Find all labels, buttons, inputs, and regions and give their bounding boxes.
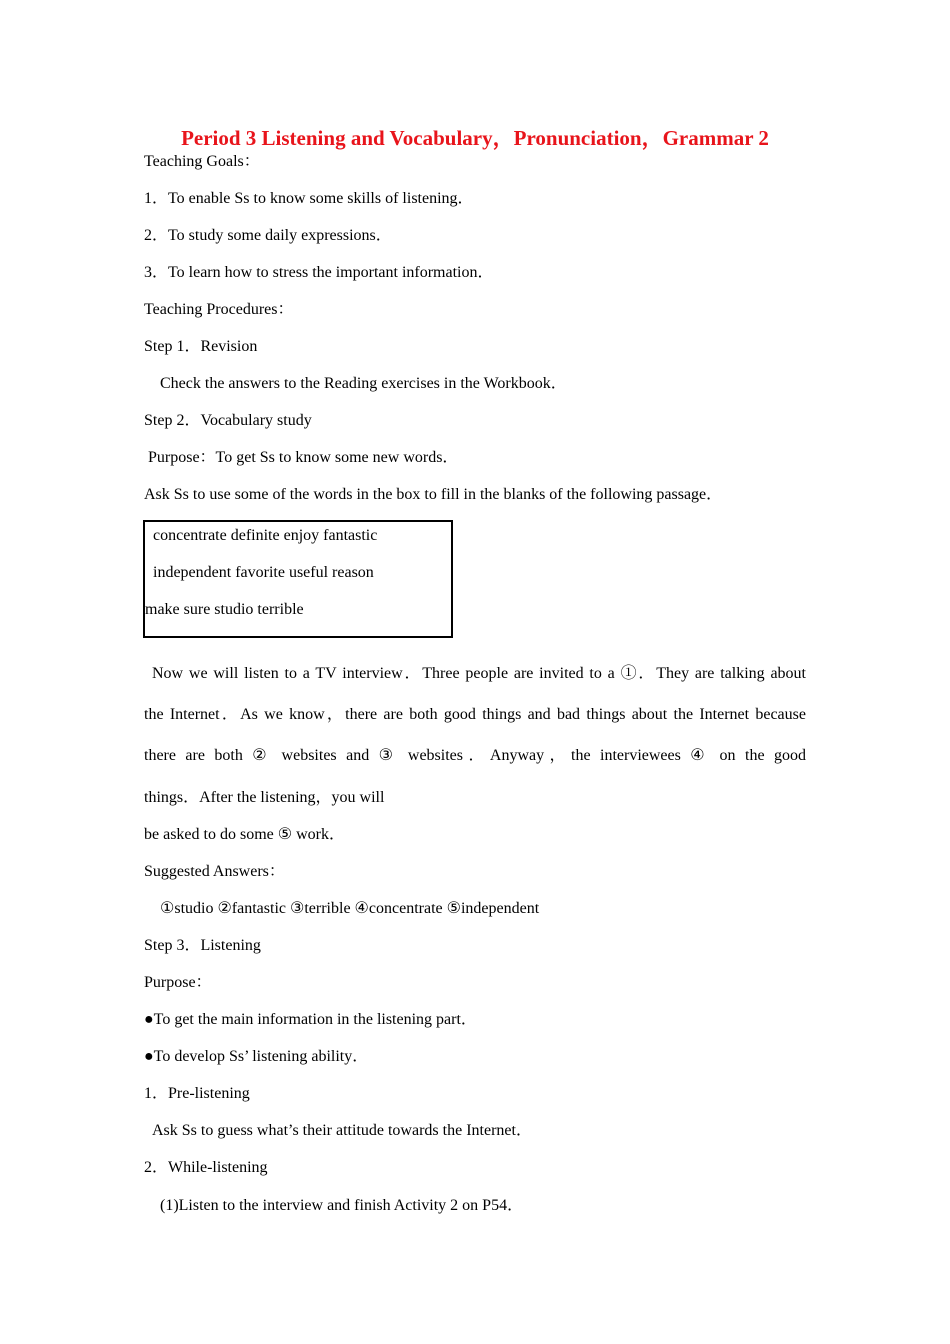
word-box-line: make sure studio terrible: [145, 601, 304, 618]
answers-heading: Suggested Answers：: [144, 863, 285, 880]
passage-line: be asked to do some ⑤ work．: [144, 826, 345, 843]
goal-item: 2．To study some daily expressions．: [144, 227, 392, 244]
pre-listening-text: Ask Ss to guess what’s their attitude towards the Internet．: [152, 1122, 532, 1139]
passage-line: things．After the listening，you will: [144, 789, 385, 806]
answers-text: ①studio ②fantastic ③terrible ④concentrate ⑤independent: [160, 900, 540, 917]
step3-purpose-heading: Purpose：: [144, 974, 212, 991]
step2-heading: Step 2．Vocabulary study: [144, 412, 312, 429]
while-listening-heading: 2．While-listening: [144, 1159, 268, 1176]
step2-instruction: Ask Ss to use some of the words in the box to fill in the blanks of the following passage．: [144, 486, 723, 503]
page-title: Period 3 Listening and Vocabulary，Pronunciation，Grammar 2: [181, 126, 769, 150]
step1-text: Check the answers to the Reading exercises in the Workbook．: [160, 375, 567, 392]
step2-purpose: Purpose：To get Ss to know some new words．: [148, 449, 459, 466]
passage-line: Now we will listen to a TV interview．Three people are invited to a ①．They are talking about: [152, 665, 806, 682]
word-box: [143, 520, 453, 638]
step3-heading: Step 3．Listening: [144, 937, 261, 954]
word-box-line: concentrate definite enjoy fantastic: [153, 527, 378, 544]
goal-item: 1．To enable Ss to know some skills of listening．: [144, 190, 474, 207]
purpose-bullet: ●To develop Ss’ listening ability．: [144, 1048, 369, 1065]
passage-line: the Internet．As we know，there are both good things and bad things about the Internet because: [144, 706, 806, 723]
passage-line: there are both ② websites and ③ websites．Anyway，the interviewees ④ on the good: [144, 747, 806, 764]
step1-heading: Step 1．Revision: [144, 338, 258, 355]
while-listening-text: (1)Listen to the interview and finish Activity 2 on P54．: [160, 1197, 524, 1214]
teaching-goals-heading: Teaching Goals：: [144, 153, 260, 170]
purpose-bullet: ●To get the main information in the listening part．: [144, 1011, 477, 1028]
word-box-line: independent favorite useful reason: [153, 564, 374, 581]
teaching-procedures-heading: Teaching Procedures：: [144, 301, 294, 318]
goal-item: 3．To learn how to stress the important information．: [144, 264, 494, 281]
pre-listening-heading: 1．Pre-listening: [144, 1085, 250, 1102]
